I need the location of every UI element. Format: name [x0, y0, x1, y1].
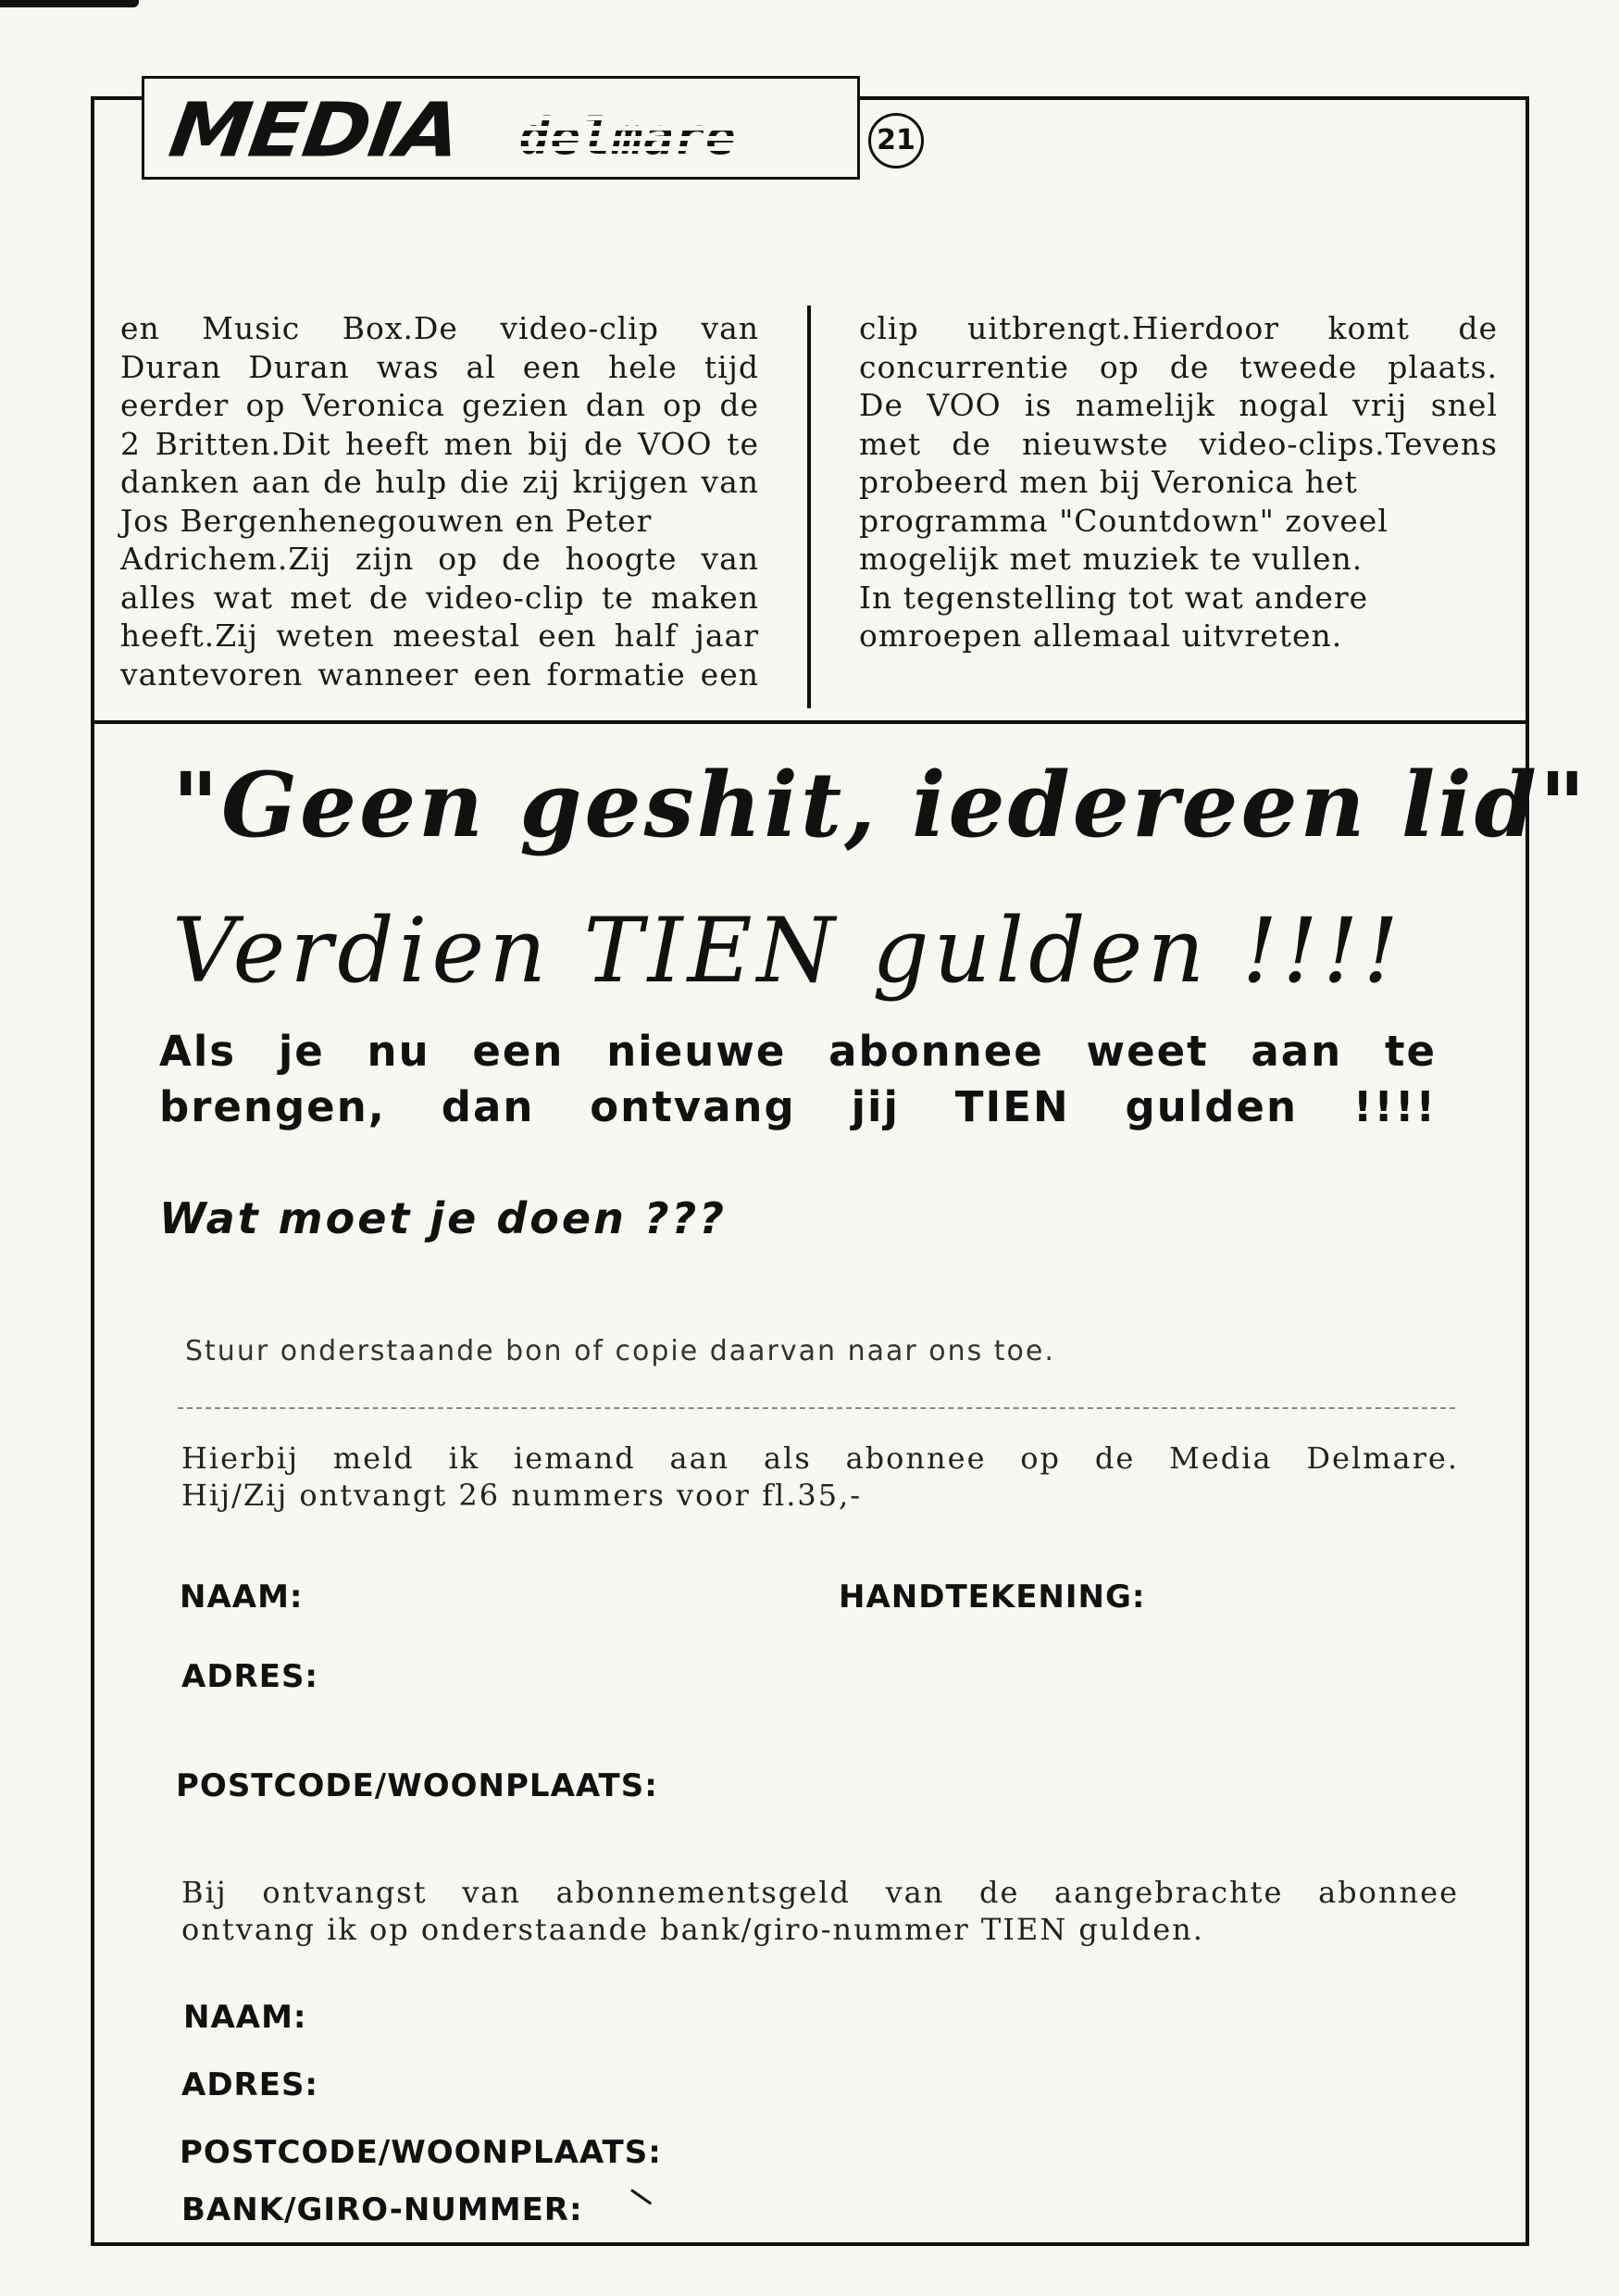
section-divider — [91, 720, 1529, 724]
article-column-left — [120, 309, 759, 693]
masthead — [142, 76, 860, 180]
name-field-label: NAAM: — [180, 1578, 304, 1616]
article-line: concurrentie op de tweede plaats. — [859, 348, 1498, 385]
signature-field-label: HANDTEKENING: — [839, 1578, 1146, 1616]
article-line: mogelijk met muziek te vullen. — [859, 541, 1364, 577]
ad-intro-line: Als je nu een nieuwe abonnee weet aan te — [159, 1027, 1437, 1076]
article-line: Duran Duran was al een hele tijd — [120, 348, 759, 385]
coupon-intro-line: Hij/Zij ontvangt 26 nummers voor fl.35,- — [181, 1478, 863, 1513]
article-line: met de nieuwste video-clips.Tevens — [859, 425, 1498, 462]
logo-delmare: delmare — [519, 110, 811, 164]
bank-giro-field-label: BANK/GIRO-NUMMER: — [181, 2191, 583, 2228]
article-line: omroepen allemaal uitvreten. — [859, 618, 1343, 654]
ad-question: Wat moet je doen ??? — [159, 1193, 727, 1243]
article-line: vantevoren wanneer een formatie een — [120, 655, 759, 693]
payee-address-field-label: ADRES: — [181, 2066, 319, 2103]
article-column-right — [859, 309, 1498, 655]
article-line: Adrichem.Zij zijn op de hoogte van — [120, 541, 759, 577]
coupon-payout-text — [181, 1874, 1459, 1948]
article-line: Jos Bergenhenegouwen en Peter — [120, 502, 653, 539]
ad-headline: "Geen geshit, iedereen lid" — [172, 753, 1588, 857]
article-line: en Music Box.De video-clip van — [120, 310, 759, 346]
article-line: eerder op Veronica gezien dan op de — [120, 387, 759, 423]
address-field-label: ADRES: — [181, 1658, 319, 1695]
article-line: 2 Britten.Dit heeft men bij de VOO te — [120, 425, 759, 462]
payee-postcode-field-label: POSTCODE/WOONPLAATS: — [180, 2134, 662, 2171]
coupon-cut-line — [178, 1407, 1455, 1409]
coupon-intro-line: Hierbij meld ik iemand aan als abonnee op de Media Delmare. — [181, 1441, 1459, 1476]
article-line: programma "Countdown" zoveel — [859, 502, 1389, 539]
article-line: De VOO is namelijk nogal vrij snel — [859, 387, 1498, 423]
postcode-field-label: POSTCODE/WOONPLAATS: — [176, 1767, 658, 1804]
article-line: alles wat met de video-clip te maken — [120, 579, 759, 616]
payee-name-field-label: NAAM: — [183, 1999, 307, 2036]
coupon-intro — [181, 1440, 1459, 1514]
page-number-badge: 21 — [868, 113, 924, 168]
article-line: heeft.Zij weten meestal een half jaar — [120, 618, 759, 654]
coupon-payout-line: ontvang ik op onderstaande bank/giro-nummer TIEN gulden. — [181, 1912, 1204, 1947]
article-line: In tegenstelling tot wat andere — [859, 579, 1369, 616]
coupon-payout-line: Bij ontvangst van abonnementsgeld van de aangebrachte abonnee — [181, 1875, 1459, 1910]
column-divider — [807, 306, 811, 708]
ad-subheadline: Verdien TIEN gulden !!!! — [172, 899, 1403, 1003]
article-line: clip uitbrengt.Hierdoor komt de — [859, 310, 1498, 346]
scan-edge-mark — [0, 0, 139, 7]
article-line: probeerd men bij Veronica het — [859, 464, 1358, 500]
ad-intro — [159, 1024, 1437, 1135]
logo-media: MEDIA — [164, 86, 466, 174]
article-line: danken aan de hulp die zij krijgen van — [120, 464, 759, 500]
ad-intro-line: brengen, dan ontvang jij TIEN gulden !!!! — [159, 1082, 1437, 1131]
ad-instruction: Stuur onderstaande bon of copie daarvan naar ons toe. — [185, 1335, 1055, 1367]
